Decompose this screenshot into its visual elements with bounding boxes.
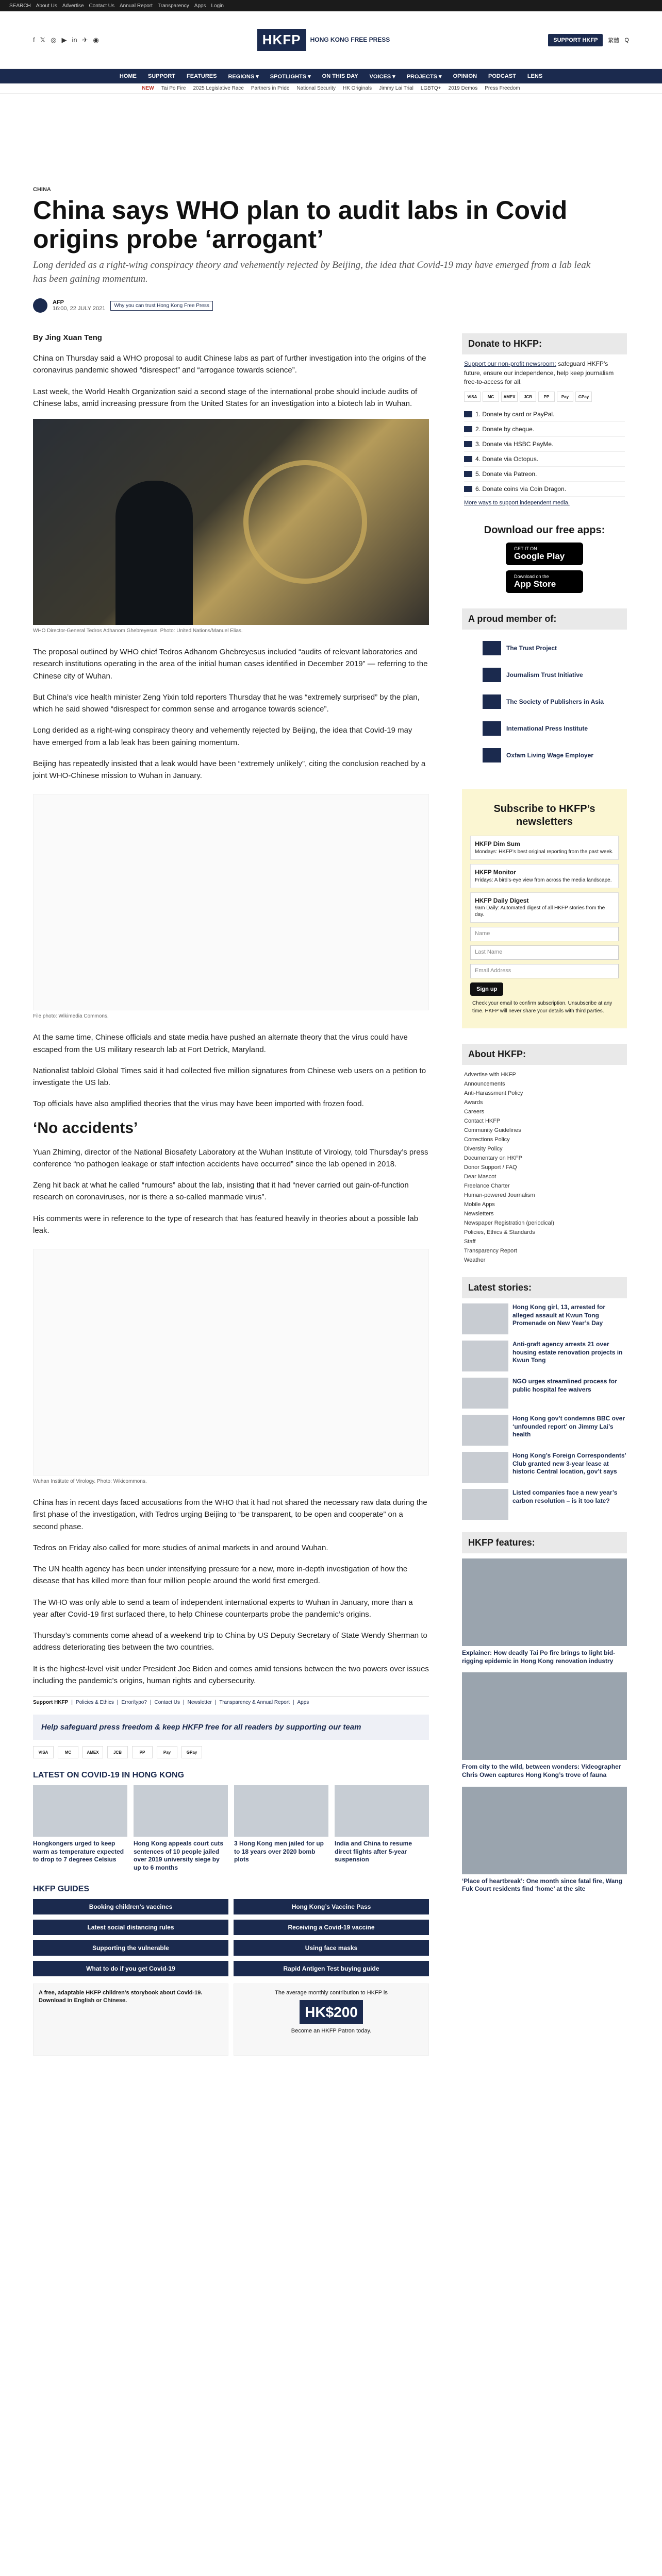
newsletter-title: Subscribe to HKFP’s newsletters [493,803,595,828]
trending-nav [0,83,662,94]
store-small-label: Download on the [514,574,549,580]
last-name-input[interactable]: Last Name [470,945,619,960]
site-header [0,11,662,69]
top-bar [0,0,662,11]
embedded-image [33,794,429,1010]
about-link[interactable]: Anti-Harassment Policy [464,1090,523,1097]
donate-option-label: 2. Donate by cheque. [475,426,535,433]
footer-link[interactable]: Support HKFP [33,1700,69,1706]
latest-story[interactable] [462,1378,627,1409]
nav-item[interactable]: SPOTLIGHTS ▾ [270,73,311,80]
latest-story[interactable] [462,1415,627,1446]
trust-badge[interactable]: Why you can trust Hong Kong Free Press [110,301,213,311]
donate-option[interactable] [464,482,625,497]
about-link[interactable]: Newsletters [464,1211,494,1217]
x-icon[interactable]: 𝕏 [40,36,46,44]
author-name[interactable]: AFP [53,299,64,306]
newsletter-name: HKFP Dim Sum [475,840,520,848]
newsletter-option[interactable] [470,836,619,860]
more-ways-link[interactable]: More ways to support independent media. [464,500,570,506]
article-header [0,94,662,313]
donate-option[interactable] [464,467,625,482]
sidebar-payment-cards [462,392,627,402]
name-input[interactable]: Name [470,927,619,941]
author-avatar [33,298,47,313]
donate-option-label: 3. Donate via HSBC PayMe. [475,440,554,448]
apple-pay-icon: Pay [557,392,573,402]
footer-link[interactable]: Policies & Ethics [75,1700,114,1706]
latest-card[interactable] [335,1785,429,1872]
story-thumbnail [462,1452,508,1483]
article-title: China says WHO plan to audit labs in Covid origins probe ‘arrogant’ [33,196,568,253]
article-standfirst: Long derided as a right-wing conspiracy theory and vehemently rejected by Beijing, the idea that Covid-19 may have emerged from a lab leak has been gaining momentum. [33,260,591,284]
feature-image [462,1672,627,1760]
search-icon[interactable]: Q [624,37,629,43]
payment-cards [33,1746,429,1758]
paragraph: Thursday’s comments come ahead of a weekend trip to China by US Deputy Secretary of State Wendy Sherman to address deteriorating ties between the two countries. [33,1631,427,1652]
visa-icon: VISA [33,1746,54,1758]
member-name: International Press Institute [506,725,588,733]
latest-thumbnail [33,1785,127,1837]
youtube-icon[interactable]: ▶ [61,36,67,44]
latest-row [33,1785,429,1872]
story-headline: Listed companies face a new year’s carbon resolution – is it too late? [512,1489,618,1504]
storybook-text: A free, adaptable HKFP children’s storybook about Covid-19. Download in English or Chinese. [39,1989,203,2004]
trending-link[interactable]: Partners in Pride [251,86,290,91]
amex-icon: AMEX [82,1746,103,1758]
paragraph: Last week, the World Health Organization said a second stage of the international probe should include audits of Chinese labs, amid increasing pressure from the United States for an investigation into a biotech lab in Wuhan. [33,387,418,408]
donate-option-label: 1. Donate by card or PayPal. [475,411,555,418]
topbar-link[interactable]: About Us [36,3,57,9]
nav-item[interactable]: REGIONS ▾ [228,73,259,80]
support-band-text: Help safeguard press freedom & keep HKFP free for all readers by supporting our team [41,1723,361,1732]
sopa-icon [483,694,501,709]
trending-link[interactable]: HK Originals [342,86,372,91]
language-switch[interactable]: 繁體 [608,37,620,44]
latest-story[interactable] [462,1303,627,1334]
donate-text: safeguard HKFP’s future, ensure our independence, help keep journalism free-to-access for all. [464,360,614,385]
guide-button[interactable]: Receiving a Covid-19 vaccine [234,1920,429,1935]
about-link[interactable]: Transparency Report [464,1248,517,1255]
feature-image [462,1787,627,1874]
newsletter-option[interactable] [470,864,619,888]
member-title: A proud member of: [462,608,627,630]
topbar-link[interactable]: Apps [194,3,206,9]
apple-pay-icon: Pay [157,1746,177,1758]
paragraph: Zeng hit back at what he called “rumours” about the lab, insisting that it had “never carried out gain-of-function research on coronaviruses, nor is there a so-called manmade virus”. [33,1181,409,1202]
donate-options [462,407,627,497]
donate-option-label: 6. Donate coins via Coin Dragon. [475,485,567,493]
latest-thumbnail [234,1785,328,1837]
site-logo[interactable] [257,29,390,51]
latest-headline: India and China to resume direct flights after 5-year suspension [335,1840,412,1863]
member-name: Oxfam Living Wage Employer [506,752,593,759]
latest-card[interactable] [33,1785,127,1872]
newsletter-option[interactable] [470,892,619,923]
feature-image [462,1558,627,1646]
trust-project-icon [483,641,501,655]
support-band[interactable] [33,1715,429,1740]
about-link[interactable]: Human-powered Journalism [464,1192,535,1199]
email-input[interactable]: Email Address [470,964,619,978]
photo-caption: File photo: Wikimedia Commons. [33,1013,109,1020]
about-link[interactable]: Freelance Charter [464,1183,510,1190]
jti-icon [483,668,501,682]
paragraph: Nationalist tabloid Global Times said it had collected five million signatures from Chinese web users on a petition to investigate the US lab. [33,1066,426,1088]
latest-section-title: LATEST ON COVID-19 IN HONG KONG [33,1771,185,1780]
nav-item[interactable]: SUPPORT [147,73,176,79]
latest-headline: 3 Hong Kong men jailed for up to 18 years over 2020 bomb plots [234,1840,324,1863]
member-logo[interactable] [462,715,627,742]
about-link[interactable]: Advertise with HKFP [464,1072,516,1078]
member-logo[interactable] [462,635,627,662]
donate-title: Donate to HKFP: [462,333,627,354]
trending-link[interactable]: 2025 Legislative Race [193,86,244,91]
paragraph: It is the highest-level visit under President Joe Biden and comes amid tensions between the two powers over issues including the pandemic’s origins, human rights and cybersecurity. [33,1664,429,1685]
guides-grid [33,1899,429,1976]
member-logo[interactable] [462,662,627,688]
nav-item[interactable]: OPINION [453,73,477,79]
store-small-label: GET IT ON [514,546,537,552]
app-store-button[interactable] [506,570,583,593]
paragraph: Top officials have also amplified theories that the virus may have been imported with frozen food. [33,1099,364,1109]
support-button[interactable]: SUPPORT HKFP [548,34,603,46]
payment-icon [464,456,472,462]
jcb-icon: JCB [107,1746,128,1758]
story-thumbnail [462,1489,508,1520]
article-meta [33,298,629,313]
latest-headline: Hong Kong appeals court cuts sentences of 10 people jailed over 2019 university siege by up to 6 months [134,1840,224,1871]
google-pay-icon: GPay [575,392,592,402]
guide-button[interactable]: What to do if you get Covid-19 [33,1961,228,1976]
store-label: App Store [514,579,556,589]
photo-caption: WHO Director-General Tedros Adhanom Ghebreyesus. Photo: United Nations/Manuel Elias. [33,628,243,634]
story-thumbnail [462,1341,508,1371]
about-link[interactable]: Corrections Policy [464,1137,510,1143]
guide-button[interactable]: Rapid Antigen Test buying guide [234,1961,429,1976]
byline: By Jing Xuan Teng [33,333,102,343]
visa-icon: VISA [464,392,481,402]
paragraph: Yuan Zhiming, director of the National Biosafety Laboratory at the Wuhan Institute of Virology, told Thursday’s press conference “no pathogen leakage or staff infection accidents have occurred” since the lab opened in 2018. [33,1147,428,1168]
article-body [33,333,429,2055]
donate-intro [462,360,627,386]
speaker-silhouette [115,481,193,625]
patron-text: Become an HKFP Patron today. [291,2028,372,2035]
trending-link[interactable]: Press Freedom [485,86,520,91]
footer-link[interactable]: Transparency & Annual Report [219,1700,290,1706]
trending-link[interactable]: Tai Po Fire [161,86,186,91]
mastercard-icon: MC [58,1746,78,1758]
topbar-link[interactable]: Advertise [62,3,84,9]
about-link[interactable]: Documentary on HKFP [464,1155,523,1162]
donate-option[interactable] [464,407,625,422]
about-link[interactable]: Dear Mascot [464,1174,496,1180]
about-link[interactable]: Announcements [464,1081,505,1088]
facebook-icon[interactable]: f [33,36,35,44]
donate-link[interactable]: Support our non-profit newsroom: [464,360,556,368]
social-icons [33,36,99,44]
nav-item[interactable]: VOICES ▾ [369,73,395,80]
content-area [0,333,662,2055]
about-link[interactable]: Newspaper Registration (periodical) [464,1220,554,1227]
sidebar [462,333,627,2055]
donate-option-label: 4. Donate via Octopus. [475,455,539,463]
nav-item[interactable]: ON THIS DAY [322,73,358,79]
feature-headline: From city to the wild, between wonders: Videographer Chris Owen captures Hong Kong’s trove of fauna [462,1763,621,1778]
member-logo[interactable] [462,742,627,769]
payment-icon [464,426,472,432]
latest-story[interactable] [462,1452,627,1483]
about-link[interactable]: Diversity Policy [464,1146,503,1153]
about-link[interactable]: Staff [464,1239,476,1245]
latest-headline: Hongkongers urged to keep warm as temperature expected to drop to 7 degrees Celsius [33,1840,124,1863]
member-name: The Society of Publishers in Asia [506,698,604,706]
newsletter-desc: Fridays: A bird’s-eye view from across the media landscape. [475,877,612,883]
story-headline: Hong Kong’s Foreign Correspondents’ Club granted new 3-year lease at historic Central location, gov’t says [512,1452,626,1476]
story-headline: Hong Kong gov’t condemns BBC over ‘unfounded report’ on Jimmy Lai’s health [512,1415,625,1438]
oxfam-icon [483,748,501,762]
topbar-link[interactable]: Contact Us [89,3,114,9]
article-category[interactable]: CHINA [33,187,51,193]
instagram-icon[interactable]: ◎ [51,36,57,44]
nav-item[interactable]: LENS [527,73,543,79]
payment-icon [464,411,472,417]
newsletter-desc: Mondays: HKFP’s best original reporting from the past week. [475,849,614,855]
story-headline: Hong Kong girl, 13, arrested for alleged assault at Kwun Tong Promenade on New Year’s Day [512,1303,606,1327]
about-link[interactable]: Mobile Apps [464,1201,495,1208]
paragraph: But China’s vice health minister Zeng Yixin told reporters Thursday that he was “extremely surprised” by the plan, which he said showed “disrespect for common sense and arrogance towards science”. [33,692,420,714]
patron-head: The average monthly contribution to HKFP is [275,1989,388,1996]
member-name: Journalism Trust Initiative [506,671,583,679]
donate-option-label: 5. Donate via Patreon. [475,470,537,478]
storybook-promo[interactable] [33,1984,228,2056]
nav-item[interactable]: HOME [119,73,137,79]
jcb-icon: JCB [520,392,536,402]
payment-icon [464,441,472,447]
feature-card[interactable] [462,1672,627,1779]
feature-card[interactable] [462,1558,627,1665]
about-link[interactable]: Careers [464,1109,485,1115]
store-label: Google Play [514,551,565,562]
section-subhead: ‘No accidents’ [33,1119,138,1137]
footer-link[interactable]: Apps [297,1700,309,1706]
patron-promo[interactable] [234,1984,429,2056]
paragraph: The proposal outlined by WHO chief Tedros Adhanom Ghebreyesus included “audits of relevant laboratories and research institutions operating in the area of the initial human cases identified in December 2019” — referring to the Chinese city of Wuhan. [33,648,428,681]
latest-card[interactable] [234,1785,328,1872]
google-pay-icon: GPay [181,1746,202,1758]
guide-button[interactable]: Using face masks [234,1940,429,1956]
paragraph: China on Thursday said a WHO proposal to audit Chinese labs as part of further investigation into the origins of the coronavirus pandemic showed “disrespect” and “arrogance towards science”. [33,354,426,375]
latest-story[interactable] [462,1489,627,1520]
google-play-button[interactable] [506,543,583,565]
about-link[interactable]: Contact HKFP [464,1118,501,1125]
un-seal-graphic [243,460,367,584]
rss-icon[interactable]: ◉ [93,36,99,44]
embedded-image [33,1249,429,1476]
footer-link[interactable]: Newsletter [187,1700,212,1706]
linkedin-icon[interactable]: in [72,36,77,44]
about-link[interactable]: Community Guidelines [464,1127,521,1134]
donate-option[interactable] [464,452,625,467]
newsletter-note: Check your email to confirm subscription. Unsubscribe at any time. HKFP will never share your details with third parties. [472,1001,613,1014]
trending-link[interactable]: Jimmy Lai Trial [379,86,413,91]
nav-item[interactable]: FEATURES [187,73,217,79]
header-actions [548,34,629,46]
nav-item[interactable]: PROJECTS ▾ [406,73,442,80]
publish-date: 16:00, 22 JULY 2021 [53,306,106,312]
logo-mark: HKFP [257,29,306,51]
logo-subtitle: HONG KONG FREE PRESS [310,36,390,44]
patron-amount: HK$200 [300,2000,363,2024]
apps-title: Download our free apps: [484,524,605,536]
story-headline: Anti-graft agency arrests 21 over housing estate renovation projects in Kwun Tong [512,1341,623,1364]
about-link[interactable]: Weather [464,1257,486,1264]
trending-link[interactable]: 2019 Demos [448,86,478,91]
paragraph: His comments were in reference to the type of research that has featured heavily in theories about a possible lab leak. [33,1214,419,1235]
paragraph: Beijing has repeatedly insisted that a leak would have been “extremely unlikely”, citing the conclusion reached by a joint WHO-Chinese mission to Wuhan in January. [33,759,426,781]
latest-stories-title: Latest stories: [462,1277,627,1298]
member-name: The Trust Project [506,645,557,652]
paragraph: China has in recent days faced accusations from the WHO that it had not shared the necessary raw data during the first phase of the investigation, with Tedros urging Beijing to “be transparent, to be open and cooperate” on a second phase. [33,1498,427,1531]
latest-story[interactable] [462,1341,627,1371]
trending-link[interactable]: LGBTQ+ [420,86,441,91]
feature-headline: Explainer: How deadly Tai Po fire brings to light bid-rigging epidemic in Hong Kong renovation industry [462,1649,616,1665]
paypal-icon: PP [538,392,555,402]
guide-button[interactable]: Booking children’s vaccines [33,1899,228,1914]
amex-icon: AMEX [501,392,518,402]
newsletter-box [462,789,627,1028]
footer-link[interactable]: Contact Us [154,1700,180,1706]
ipi-icon [483,721,501,736]
donate-option[interactable] [464,437,625,452]
guides-title: HKFP GUIDES [33,1884,90,1893]
topbar-link[interactable]: SEARCH [9,3,31,9]
features-title: HKFP features: [462,1532,627,1553]
donate-option[interactable] [464,422,625,437]
photo-caption: Wuhan Institute of Virology. Photo: Wikicommons. [33,1479,147,1485]
new-badge: NEW [142,86,154,91]
story-thumbnail [462,1378,508,1409]
paragraph: At the same time, Chinese officials and state media have pushed an alternate theory that the virus could have escaped from the US military research lab at Fort Detrick, Maryland. [33,1033,408,1054]
mastercard-icon: MC [483,392,499,402]
story-headline: NGO urges streamlined process for public hospital fee waivers [512,1378,617,1393]
payment-icon [464,471,472,477]
newsletter-name: HKFP Daily Digest [475,896,529,904]
latest-card[interactable] [134,1785,228,1872]
about-links [462,1070,627,1265]
about-link[interactable]: Awards [464,1099,483,1106]
about-link[interactable]: Policies, Ethics & Standards [464,1229,535,1236]
paragraph: The UN health agency has been under intensifying pressure for a new, more in-depth investigation of how the disease that has killed more than four million people around the world first emerged. [33,1565,408,1586]
story-thumbnail [462,1303,508,1334]
main-nav [0,69,662,83]
footer-link[interactable]: Error/typo? [121,1700,147,1706]
paragraph: Tedros on Friday also called for more studies of animal markets in and around Wuhan. [33,1543,328,1552]
nav-item[interactable]: PODCAST [488,73,516,79]
about-title: About HKFP: [462,1044,627,1065]
guide-button[interactable]: Latest social distancing rules [33,1920,228,1935]
story-thumbnail [462,1415,508,1446]
guide-button[interactable]: Supporting the vulnerable [33,1940,228,1956]
topbar-link[interactable]: Login [211,3,224,9]
article-footer-links: Support HKFP | Policies & Ethics | Error/typo? | Contact Us | Newsletter | Transparency & Annual Report | Apps [33,1696,429,1705]
topbar-link[interactable]: Annual Report [119,3,153,9]
guide-button[interactable]: Hong Kong’s Vaccine Pass [234,1899,429,1914]
latest-thumbnail [134,1785,228,1837]
promo-row [33,1984,429,2056]
paragraph: Long derided as a right-wing conspiracy theory and vehemently rejected by Beijing, the idea that Covid-19 may have emerged from a lab leak has been gaining momentum. [33,726,412,747]
payment-icon [464,486,472,492]
latest-thumbnail [335,1785,429,1837]
feature-headline: ‘Place of heartbreak’: One month since fatal fire, Wang Fuk Court residents find ‘home’ at the site [462,1877,622,1893]
trending-link[interactable]: National Security [296,86,336,91]
feature-card[interactable] [462,1787,627,1893]
paragraph: The WHO was only able to send a team of independent international experts to Wuhan in January, more than a year after Covid-19 first surfaced there, to help Chinese counterparts probe the pandemic’s origins. [33,1598,413,1619]
signup-button[interactable]: Sign up [470,982,503,996]
paypal-icon: PP [132,1746,153,1758]
newsletter-desc: 9am Daily: Automated digest of all HKFP stories from the day. [475,905,605,918]
member-logo[interactable] [462,688,627,715]
article-photo [33,419,429,625]
topbar-link[interactable]: Transparency [157,3,189,9]
newsletter-name: HKFP Monitor [475,868,516,876]
about-link[interactable]: Donor Support / FAQ [464,1164,517,1171]
telegram-icon[interactable]: ✈ [82,36,88,44]
